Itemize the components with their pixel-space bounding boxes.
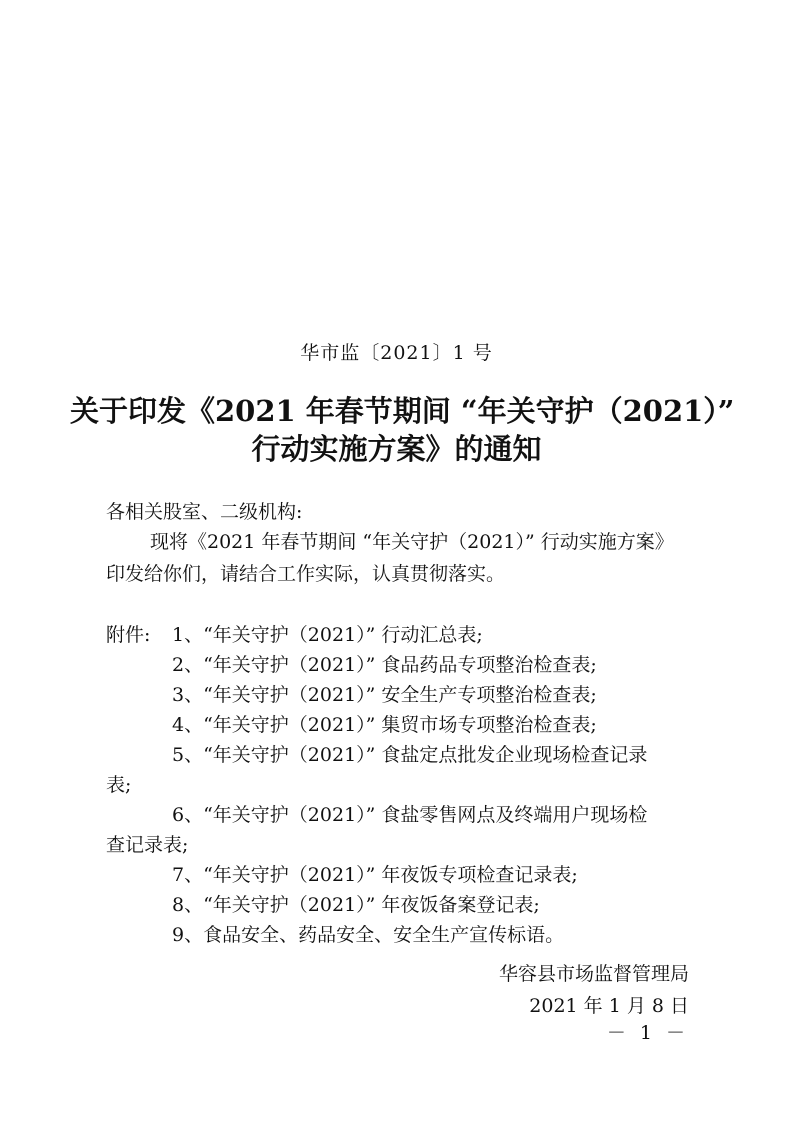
attachment-text: 6、“年关守护（2021）” 食盐零售网点及终端用户现场检 xyxy=(172,804,648,826)
document-title xyxy=(70,392,735,468)
document-number: 华市监〔2021〕1 号 xyxy=(300,342,493,364)
document-title-line-1: 关于印发《2021 年春节期间 “年关守护（2021）” xyxy=(70,394,735,428)
attachment-text: 7、“年关守护（2021）” 年夜饭专项检查记录表; xyxy=(172,864,578,886)
body-paragraph-line-1: 现将《2021 年春节期间 “年关守护（2021）” 行动实施方案》 xyxy=(150,531,674,553)
body-paragraph-line-2: 印发给你们，请结合工作实际，认真贯彻落实。 xyxy=(106,563,506,585)
attachment-item xyxy=(106,800,696,830)
signature-block xyxy=(499,958,689,1022)
attachment-item xyxy=(106,740,696,770)
attachment-item xyxy=(106,650,696,680)
attachment-item xyxy=(106,920,696,950)
attachment-text: 5、“年关守护（2021）” 食盐定点批发企业现场检查记录 xyxy=(172,744,648,766)
attachment-text: 8、“年关守护（2021）” 年夜饭备案登记表; xyxy=(172,894,540,916)
document-title-line-2: 行动实施方案》的通知 xyxy=(251,432,542,466)
attachment-text: 4、“年关守护（2021）” 集贸市场专项整治检查表; xyxy=(172,714,597,736)
attachment-item xyxy=(106,710,696,740)
attachment-item xyxy=(106,860,696,890)
attachment-item-continuation xyxy=(106,770,696,800)
attachment-item xyxy=(106,890,696,920)
attachments-label: 附件: xyxy=(106,624,151,646)
attachment-item xyxy=(106,680,696,710)
attachment-continuation-text: 表; xyxy=(106,774,132,796)
attachment-text: 2、“年关守护（2021）” 食品药品专项整治检查表; xyxy=(172,654,597,676)
attachment-text: 3、“年关守护（2021）” 安全生产专项整治检查表; xyxy=(172,684,597,706)
attachments-list xyxy=(106,620,696,950)
attachment-item-continuation xyxy=(106,830,696,860)
attachment-item xyxy=(106,620,696,650)
salutation: 各相关股室、二级机构: xyxy=(106,501,303,523)
issuer-name: 华容县市场监督管理局 xyxy=(498,963,689,985)
attachment-text: 1、“年关守护（2021）” 行动汇总表; xyxy=(172,624,483,646)
attachment-text: 9、食品安全、药品安全、安全生产宣传标语。 xyxy=(172,924,565,946)
attachment-continuation-text: 查记录表; xyxy=(106,834,189,856)
issue-date: 2021 年 1 月 8 日 xyxy=(529,995,689,1017)
page-number: － 1 － xyxy=(606,1022,689,1044)
